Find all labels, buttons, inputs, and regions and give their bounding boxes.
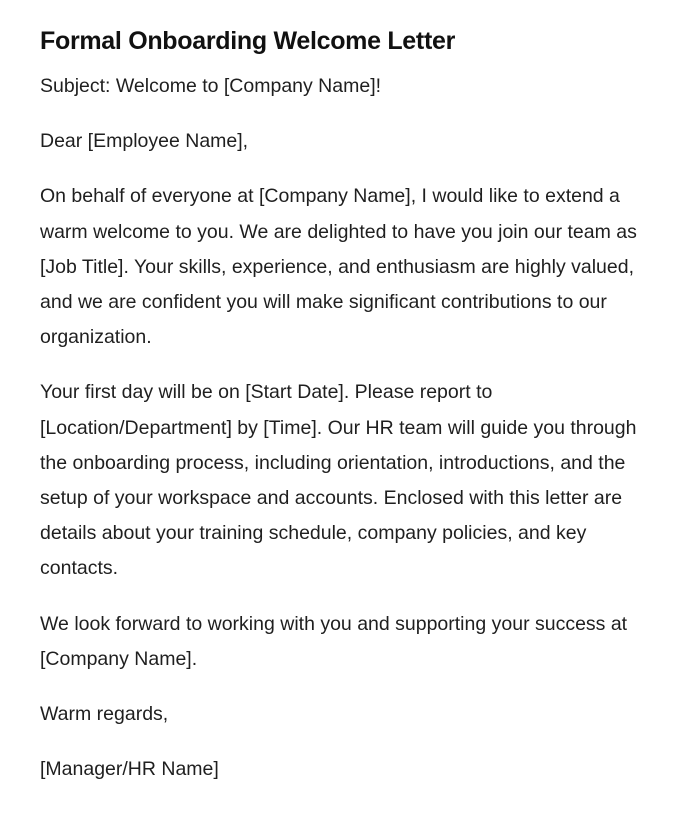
body-paragraph-first-day: Your first day will be on [Start Date]. Please report to [Location/Department] by [Time]. Our HR team will guide you through the onboarding process, including orientation, introductions, and the setup of your workspace and accounts. Enclosed with this letter are details about your training schedule, company policies, and key contacts. (40, 381, 637, 580)
body-paragraph-closing: We look forward to working with you and supporting your success at [Company Name]. (40, 612, 628, 670)
signature: [Manager/HR Name] (40, 758, 219, 781)
page-title: Formal Onboarding Welcome Letter (40, 27, 455, 55)
body-paragraph-welcome: On behalf of everyone at [Company Name], I would like to extend a warm welcome to you. We are delighted to have you join our team as [Job Title]. Your skills, experience, and enthusiasm are highly valued, and we are confident you will make significant contributions to our organization. (40, 185, 637, 349)
closing-line: Warm regards, (40, 703, 169, 726)
subject-line: Subject: Welcome to [Company Name]! (40, 75, 382, 97)
letter-page (40, 0, 640, 787)
salutation: Dear [Employee Name], (40, 130, 249, 153)
